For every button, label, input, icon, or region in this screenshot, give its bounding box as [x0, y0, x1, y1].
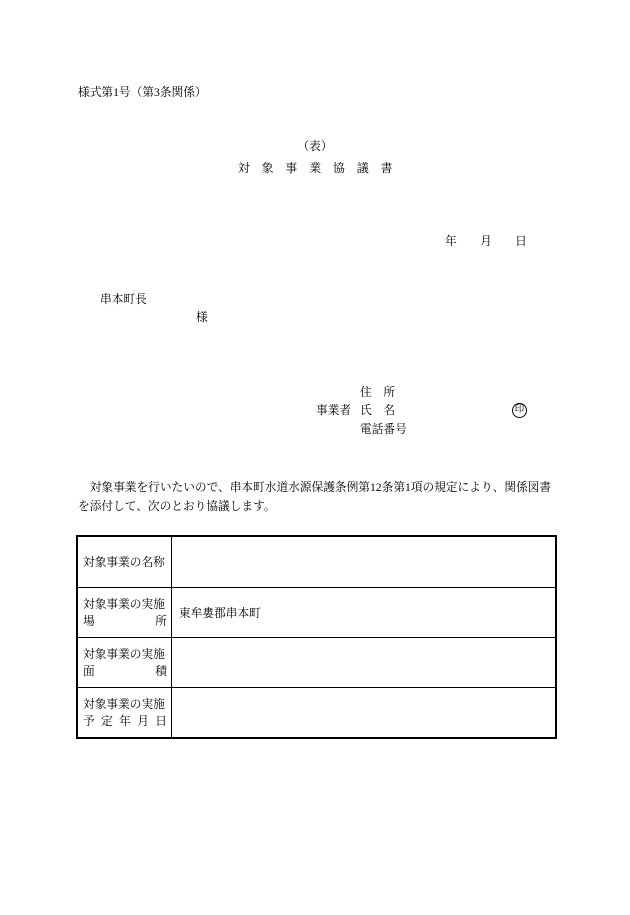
- label-character: 年: [119, 714, 131, 728]
- document-title: 対象事業協議書: [237, 161, 405, 175]
- label-character: 予: [83, 714, 95, 728]
- label-character: 所: [155, 614, 167, 628]
- row-label-cell: [78, 688, 172, 737]
- applicant-role-label: 事業者: [316, 404, 352, 417]
- label-character: 積: [155, 664, 167, 678]
- addressee-name: 串本町長: [100, 293, 147, 306]
- form-number: 様式第1号（第3条関係）: [78, 86, 207, 99]
- row-value-cell: [172, 688, 555, 737]
- label-character: 場: [83, 614, 95, 628]
- row-label-line: 対象事業の実施: [83, 597, 165, 611]
- seal-mark: 印: [512, 403, 527, 418]
- addressee-honorific: 様: [196, 311, 208, 324]
- table-row: [78, 637, 555, 687]
- row-label-cell: [78, 588, 172, 637]
- sheet-side-label: （表）: [297, 140, 333, 153]
- row-value-cell: 東牟婁郡串本町: [179, 606, 261, 620]
- label-character: 面: [83, 664, 95, 678]
- row-label-cell: [78, 537, 172, 587]
- table-row: [78, 537, 555, 587]
- row-label-line: 対象事業の実施: [83, 697, 165, 711]
- label-character: 日: [155, 714, 167, 728]
- name-label: 氏 名: [360, 404, 396, 417]
- consultation-table: [76, 535, 557, 739]
- row-value-cell: [172, 537, 555, 587]
- row-label-line: 対象事業の実施: [83, 647, 165, 661]
- table-row: [78, 587, 555, 637]
- body-paragraph: 対象事業を行いたいので、串本町水道水源保護条例第12条第1項の規定により、関係図書を添付して、次のとおり協議します。: [78, 481, 552, 513]
- row-label-cell: [78, 638, 172, 687]
- label-character: 月: [137, 714, 149, 728]
- phone-label: 電話番号: [360, 423, 407, 436]
- row-label-line: [83, 663, 167, 680]
- row-label-line: [83, 613, 167, 630]
- table-row: [78, 687, 555, 737]
- row-label-line: 対象事業の名称: [83, 555, 165, 569]
- address-label: 住 所: [360, 386, 396, 399]
- row-label-line: [83, 713, 167, 730]
- row-value-cell: [172, 638, 555, 687]
- label-character: 定: [101, 714, 113, 728]
- date-line: 年 月 日: [445, 235, 527, 248]
